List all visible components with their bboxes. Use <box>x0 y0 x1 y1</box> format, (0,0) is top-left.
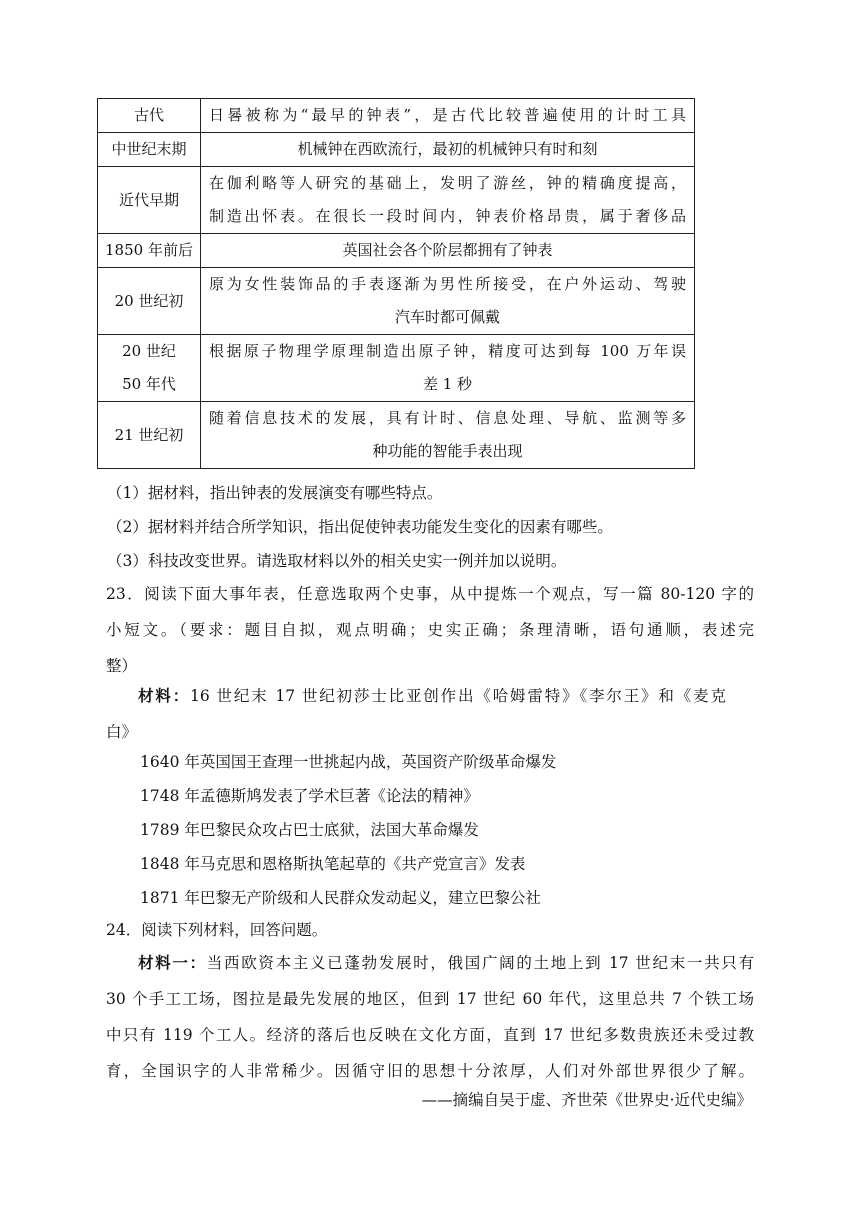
period-cell: 中世纪末期 <box>98 133 201 167</box>
q24-material <box>106 945 754 1089</box>
description-line: 在伽利略等人研究的基础上，发明了游丝，钟的精确度提高， <box>209 174 686 192</box>
question-2: （2）据材料并结合所学知识，指出促使钟表功能发生变化的因素有哪些。 <box>107 518 613 536</box>
q24-material-line-4: 育，全国识字的人非常稀少。因循守旧的思想十分浓厚，人们对外部世界很少了解。 <box>106 1062 754 1080</box>
description-line: 日晷被称为“最早的钟表”，是古代比较普遍使用的计时工具 <box>209 106 686 124</box>
q23-material <box>106 678 726 750</box>
question-24-title: 24．阅读下列材料，回答问题。 <box>106 921 328 939</box>
table-row <box>98 167 695 234</box>
q23-material-line-1: 材料：16 世纪末 17 世纪初莎士比亚创作出《哈姆雷特》《李尔王》和《麦克 <box>138 686 726 705</box>
description-cell <box>201 402 695 469</box>
description-line: 种功能的智能手表出现 <box>372 442 523 460</box>
event-1848: 1848 年马克思和恩格斯执笔起草的《共产党宣言》发表 <box>140 855 526 873</box>
description-cell <box>201 99 695 133</box>
question-1: （1）据材料，指出钟表的发展演变有哪些特点。 <box>107 484 443 502</box>
description-line: 原为女性装饰品的手表逐渐为男性所接受，在户外运动、驾驶 <box>209 275 686 293</box>
event-1748: 1748 年孟德斯鸠发表了学术巨著《论法的精神》 <box>140 787 479 805</box>
table-row <box>98 268 695 335</box>
description-cell <box>201 133 695 167</box>
period-cell: 1850 年前后 <box>98 234 201 268</box>
description-line: 汽车时都可佩戴 <box>394 308 500 326</box>
table-row <box>98 335 695 402</box>
table-row <box>98 234 695 268</box>
q23-line-2: 小短文。（要求：题目自拟，观点明确；史实正确；条理清晰，语句通顺，表述完 <box>106 621 754 639</box>
q24-material-line-2: 30 个手工工场，图拉是最先发展的地区，但到 17 世纪 60 年代，这里总共 7 个铁工场 <box>106 990 754 1008</box>
q24-material-line-1: 材料一：当西欧资本主义已蓬勃发展时，俄国广阔的土地上到 17 世纪末一共只有 <box>138 953 754 972</box>
table-row <box>98 133 695 167</box>
event-1640: 1640 年英国国王查理一世挑起内战，英国资产阶级革命爆发 <box>140 753 557 771</box>
period-cell: 20 世纪初 <box>98 268 201 335</box>
description-line: 差 1 秒 <box>422 375 473 393</box>
description-line: 根据原子物理学原理制造出原子钟，精度可达到每 100 万年误 <box>209 342 686 360</box>
event-1789: 1789 年巴黎民众攻占巴士底狱，法国大革命爆发 <box>140 821 479 839</box>
description-line: 英国社会各个阶层都拥有了钟表 <box>342 241 553 259</box>
q23-line-3: 整） <box>106 657 138 675</box>
period-cell: 21 世纪初 <box>98 402 201 469</box>
event-1871: 1871 年巴黎无产阶级和人民群众发动起义，建立巴黎公社 <box>140 889 541 907</box>
q24-material-line-3: 中只有 119 个工人。经济的落后也反映在文化方面，直到 17 世纪多数贵族还未受过教 <box>106 1026 754 1044</box>
q24-source: ——摘编自吴于虚、齐世荣《世界史·近代史编》 <box>421 1091 752 1109</box>
q23-line-1: 23．阅读下面大事年表，任意选取两个史事，从中提炼一个观点，写一篇 80-120 字的 <box>106 585 754 603</box>
q23-material-label: 材料： <box>138 686 191 705</box>
table-row <box>98 402 695 469</box>
description-line: 随着信息技术的发展，具有计时、信息处理、导航、监测等多 <box>209 409 686 427</box>
q23-material-line-2: 白》 <box>106 723 138 741</box>
period-cell: 20 世纪 50 年代 <box>98 335 201 402</box>
description-line: 制造出怀表。在很长一段时间内，钟表价格昂贵，属于奢侈品 <box>209 207 686 225</box>
period-cell: 近代早期 <box>98 167 201 234</box>
question-3: （3）科技改变世界。请选取材料以外的相关史实一例并加以说明。 <box>107 552 567 570</box>
table-row <box>98 99 695 133</box>
q24-material-label: 材料一： <box>138 953 207 972</box>
description-cell <box>201 167 695 234</box>
description-cell <box>201 268 695 335</box>
period-cell: 古代 <box>98 99 201 133</box>
description-line: 机械钟在西欧流行，最初的机械钟只有时和刻 <box>297 140 598 158</box>
description-cell <box>201 335 695 402</box>
watch-history-table <box>97 98 695 469</box>
description-cell <box>201 234 695 268</box>
question-23 <box>106 576 754 684</box>
